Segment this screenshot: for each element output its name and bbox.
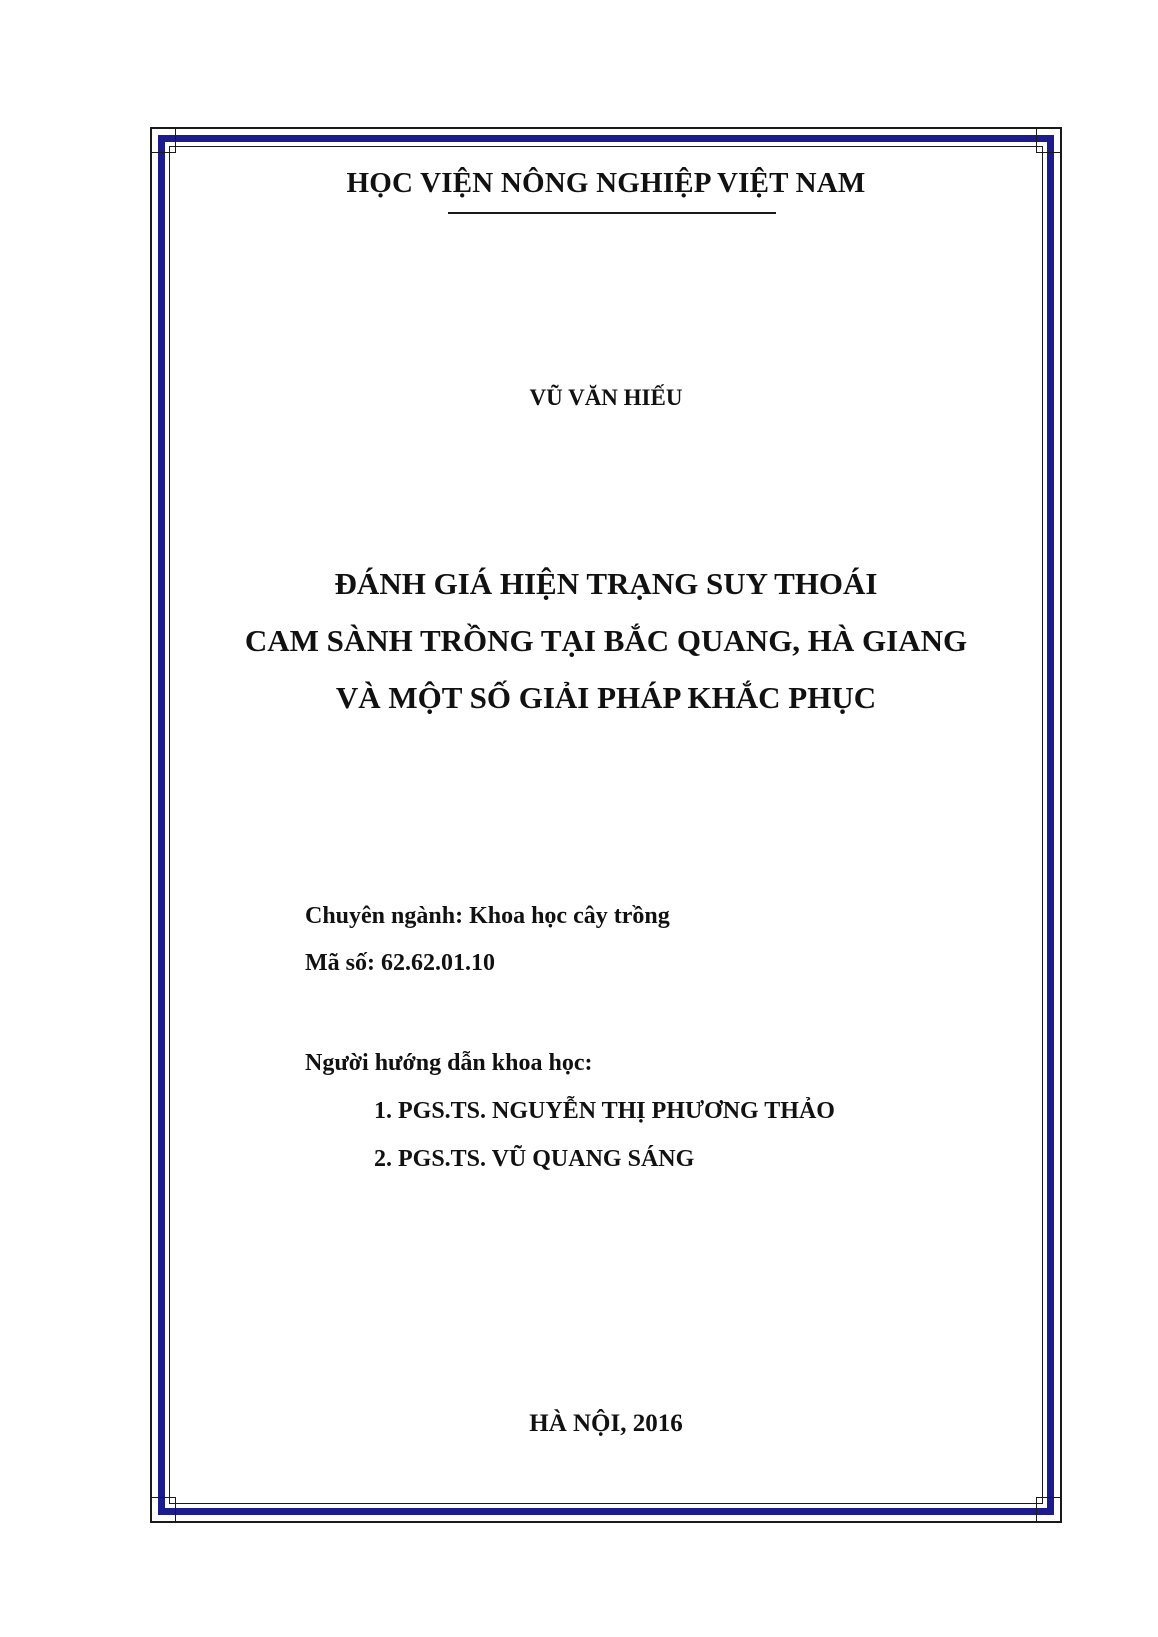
advisor-item: 2. PGS.TS. VŨ QUANG SÁNG — [374, 1146, 695, 1172]
thesis-title-line: CAM SÀNH TRỒNG TẠI BẮC QUANG, HÀ GIANG — [244, 623, 968, 658]
major-line: Chuyên ngành: Khoa học cây trồng — [305, 903, 670, 929]
institution-name: HỌC VIỆN NÔNG NGHIỆP VIỆT NAM — [346, 167, 866, 199]
author-name: VŨ VĂN HIẾU — [529, 385, 683, 410]
thesis-title — [169, 555, 1043, 726]
advisor-item: 1. PGS.TS. NGUYỄN THỊ PHƯƠNG THẢO — [374, 1098, 835, 1124]
thesis-title-line: ĐÁNH GIÁ HIỆN TRẠNG SUY THOÁI — [334, 566, 878, 601]
border-corner-ornament — [150, 1497, 176, 1523]
border-corner-ornament — [150, 127, 176, 153]
place-year: HÀ NỘI, 2016 — [529, 1410, 683, 1437]
page-border-inner — [169, 146, 1043, 1504]
institution-underline — [448, 212, 776, 214]
code-line: Mã số: 62.62.01.10 — [305, 950, 495, 976]
advisor-label: Người hướng dẫn khoa học: — [305, 1050, 593, 1076]
thesis-title-line: VÀ MỘT SỐ GIẢI PHÁP KHẮC PHỤC — [335, 680, 877, 715]
border-corner-ornament — [1036, 1497, 1062, 1523]
border-corner-ornament — [1036, 127, 1062, 153]
